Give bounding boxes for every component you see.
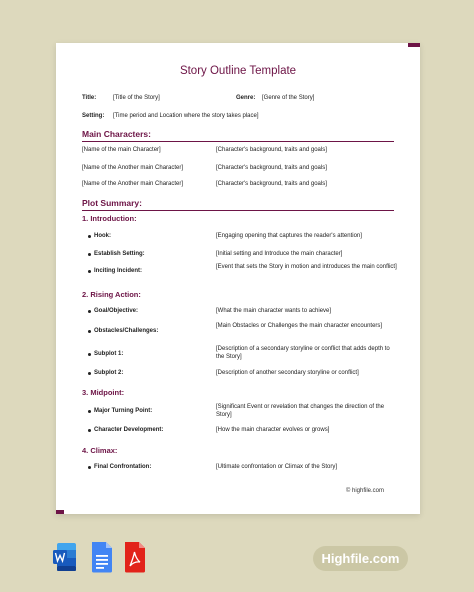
item-label: Inciting Incident: <box>94 268 142 274</box>
item-label: Obstacles/Challenges: <box>94 328 159 334</box>
bullet <box>88 330 91 333</box>
item-label: Character Development: <box>94 427 164 433</box>
bullet <box>88 429 91 432</box>
corner-accent <box>408 43 420 47</box>
genre-value: [Genre of the Story] <box>262 95 315 101</box>
bullet <box>88 466 91 469</box>
bullet <box>88 410 91 413</box>
document-page <box>56 43 420 514</box>
item-value: [Event that sets the Story in motion and introduces the main conflict] <box>216 264 397 270</box>
item-label: Major Turning Point: <box>94 408 153 414</box>
bullet <box>88 310 91 313</box>
item-value: [Description of another secondary storyline or conflict] <box>216 370 359 376</box>
main-characters-heading: Main Characters: <box>82 129 151 139</box>
item-value: [Description of a secondary storyline or conflict that adds depth to the Story] <box>216 346 390 360</box>
section-title-midpoint: 3. Midpoint: <box>82 388 125 397</box>
word-icon[interactable] <box>53 541 77 573</box>
section-title-climax: 4. Climax: <box>82 446 118 455</box>
item-label: Goal/Objective: <box>94 308 139 314</box>
title-label: Title: <box>82 95 97 101</box>
item-value: [Ultimate confrontation or Climax of the Story] <box>216 464 338 470</box>
brand-badge[interactable]: Highfile.com <box>313 546 408 571</box>
item-label: Subplot 2: <box>94 370 124 376</box>
character-desc: [Character's background, traits and goals] <box>216 147 327 153</box>
character-name: [Name of the Another main Character] <box>82 165 184 171</box>
item-label: Final Confrontation: <box>94 464 152 470</box>
google-docs-icon[interactable] <box>90 541 114 573</box>
character-desc: [Character's background, traits and goals] <box>216 181 327 187</box>
heading-rule <box>82 141 394 142</box>
item-value: [Engaging opening that captures the reader's attention] <box>216 233 362 239</box>
genre-label: Genre: <box>236 95 256 101</box>
item-value: [What the main character wants to achieve] <box>216 308 332 314</box>
pdf-icon[interactable] <box>123 541 147 573</box>
character-desc: [Character's background, traits and goals] <box>216 165 327 171</box>
document-title: Story Outline Template <box>179 65 297 77</box>
plot-summary-heading: Plot Summary: <box>82 198 142 208</box>
bullet <box>88 270 91 273</box>
bullet <box>88 253 91 256</box>
corner-accent <box>56 510 64 514</box>
setting-value: [Time period and Location where the story takes place] <box>113 113 259 119</box>
section-title-introduction: 1. Introduction: <box>82 214 137 223</box>
item-label: Hook: <box>94 233 111 239</box>
character-name: [Name of the main Character] <box>82 147 161 153</box>
setting-label: Setting: <box>82 113 105 119</box>
section-title-rising-action: 2. Rising Action: <box>82 290 141 299</box>
item-value: [Initial setting and Introduce the main character] <box>216 251 343 257</box>
title-value: [Title of the Story] <box>113 95 160 101</box>
item-label: Subplot 1: <box>94 351 124 357</box>
item-value: [How the main character evolves or grows] <box>216 427 330 433</box>
bullet <box>88 353 91 356</box>
heading-rule <box>82 210 394 211</box>
item-value: [Main Obstacles or Challenges the main character encounters] <box>216 323 383 329</box>
character-name: [Name of the Another main Character] <box>82 181 184 187</box>
bullet <box>88 372 91 375</box>
item-label: Establish Setting: <box>94 251 145 257</box>
footer-credit: © highfile.com <box>345 488 384 494</box>
bullet <box>88 235 91 238</box>
item-value: [Significant Event or revelation that changes the direction of the Story] <box>216 404 385 418</box>
